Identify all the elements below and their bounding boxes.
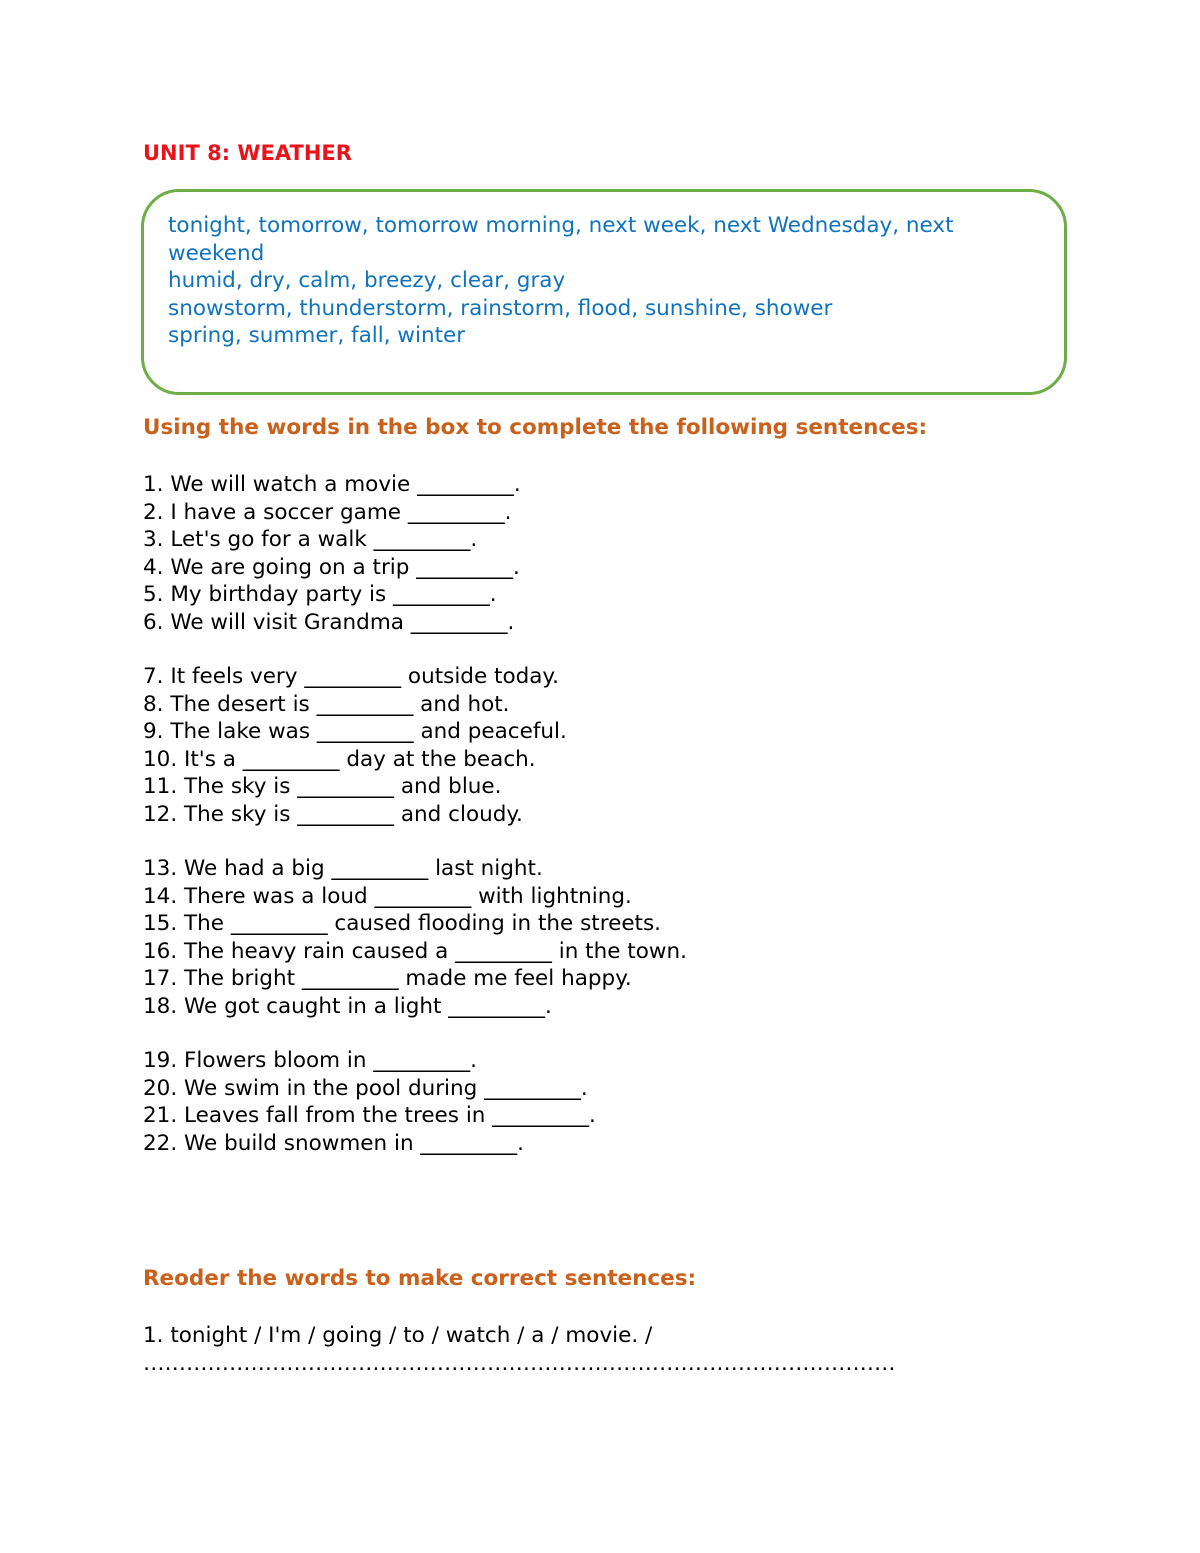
exercise-1-instruction: Using the words in the box to complete the following sentences:	[143, 415, 928, 440]
sentence-group-seasons	[143, 1047, 596, 1157]
sentence-2: 2. I have a soccer game _________.	[143, 499, 512, 525]
exercise-2-instruction: Reoder the words to make correct sentences:	[143, 1266, 697, 1291]
reorder-exercise	[143, 1322, 896, 1377]
word-box-line-weather-events: snowstorm, thunderstorm, rainstorm, flood, sunshine, shower	[168, 295, 833, 321]
sentence-20: 20. We swim in the pool during _________.	[143, 1075, 588, 1101]
sentence-15: 15. The _________ caused flooding in the streets.	[143, 911, 662, 936]
sentence-19: 19. Flowers bloom in _________.	[143, 1048, 477, 1073]
sentence-10: 10. It's a _________ day at the beach.	[143, 746, 536, 772]
sentence-22: 22. We build snowmen in _________.	[143, 1130, 525, 1156]
page-title: UNIT 8: WEATHER	[143, 141, 352, 165]
sentence-4: 4. We are going on a trip _________.	[143, 554, 520, 580]
sentence-9: 9. The lake was _________ and peaceful.	[143, 719, 567, 744]
sentence-group-adjectives	[143, 663, 567, 828]
sentence-3: 3. Let's go for a walk _________.	[143, 527, 478, 552]
word-box-line-adjectives: humid, dry, calm, breezy, clear, gray	[168, 268, 566, 293]
sentence-6: 6. We will visit Grandma _________.	[143, 609, 515, 635]
sentence-16: 16. The heavy rain caused a _________ in the town.	[143, 938, 687, 964]
sentence-group-time	[143, 471, 521, 636]
sentence-1: 1. We will watch a movie _________.	[143, 472, 521, 497]
answer-line: ……………………………………………………………………………………………	[143, 1350, 896, 1376]
sentence-21: 21. Leaves fall from the trees in _________.	[143, 1103, 596, 1128]
reorder-item-1: 1. tonight / I'm / going / to / watch / a / movie. /	[143, 1323, 653, 1348]
sentence-13: 13. We had a big _________ last night.	[143, 856, 543, 881]
sentence-group-weather-events	[143, 855, 687, 1020]
sentence-11: 11. The sky is _________ and blue.	[143, 774, 502, 799]
sentence-18: 18. We got caught in a light _________.	[143, 993, 552, 1019]
word-box-line-time: tonight, tomorrow, tomorrow morning, next week, next Wednesday, next weekend	[168, 213, 954, 266]
sentence-7: 7. It feels very _________ outside today.	[143, 664, 559, 689]
sentence-12: 12. The sky is _________ and cloudy.	[143, 801, 523, 827]
sentence-8: 8. The desert is _________ and hot.	[143, 691, 510, 717]
sentence-17: 17. The bright _________ made me feel happy.	[143, 966, 632, 991]
word-box-line-seasons: spring, summer, fall, winter	[168, 323, 466, 348]
sentence-14: 14. There was a loud _________ with lightning.	[143, 883, 632, 909]
sentence-5: 5. My birthday party is _________.	[143, 582, 497, 607]
word-box	[141, 189, 1067, 395]
